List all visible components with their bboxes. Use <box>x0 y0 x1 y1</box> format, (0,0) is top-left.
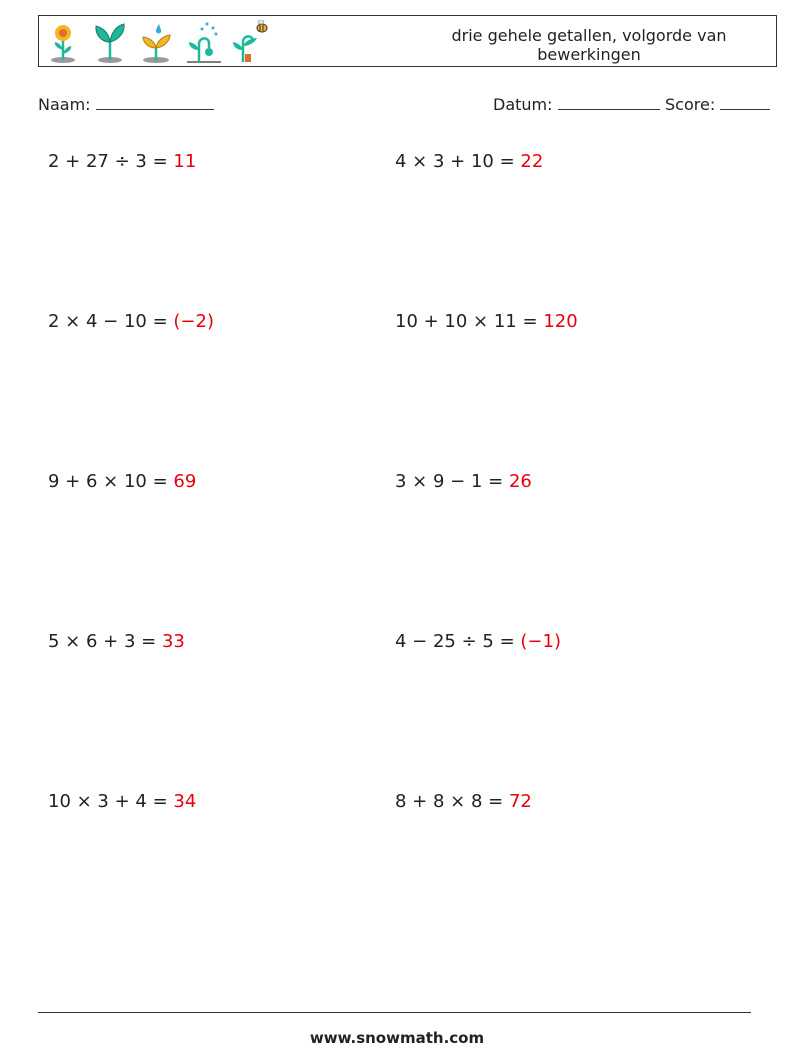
worksheet-title: drie gehele getallen, volgorde van bewerkingen <box>451 26 727 64</box>
problem-5 <box>48 471 196 493</box>
problem-answer: (−1) <box>520 631 561 652</box>
worksheet-header <box>38 15 777 67</box>
score-label: Score: <box>665 95 716 114</box>
score-blank <box>720 93 770 110</box>
problem-8 <box>395 631 561 653</box>
sunflower-icon <box>51 25 75 63</box>
date-label: Datum: <box>493 95 553 114</box>
problem-question: 4 × 3 + 10 = <box>395 151 515 172</box>
problem-answer: 120 <box>543 311 578 332</box>
watering-plant-icon <box>187 23 221 63</box>
problem-question: 2 × 4 − 10 = <box>48 311 168 332</box>
name-blank <box>96 93 214 110</box>
name-field <box>38 93 214 114</box>
problem-answer: 11 <box>173 151 197 172</box>
problem-question: 2 + 27 ÷ 3 = <box>48 151 168 172</box>
sprout-icon <box>96 24 124 63</box>
score-field <box>665 93 770 114</box>
problem-answer: 22 <box>520 151 544 172</box>
problem-question: 3 × 9 − 1 = <box>395 471 504 492</box>
problem-1 <box>48 151 196 173</box>
problem-4 <box>395 311 578 333</box>
problem-7 <box>48 631 185 653</box>
problem-3 <box>48 311 214 333</box>
problem-answer: 72 <box>508 791 532 812</box>
problem-answer: 33 <box>161 631 185 652</box>
date-field <box>493 93 660 114</box>
problem-question: 9 + 6 × 10 = <box>48 471 168 492</box>
problem-question: 4 − 25 ÷ 5 = <box>395 631 515 652</box>
footer-divider <box>38 1012 751 1013</box>
header-icons <box>47 20 272 64</box>
watered-sprout-icon <box>143 24 170 63</box>
problem-answer: 69 <box>173 471 197 492</box>
plant-bee-icon <box>233 20 267 62</box>
problem-answer: 26 <box>508 471 532 492</box>
problem-question: 10 + 10 × 11 = <box>395 311 538 332</box>
footer-url[interactable]: www.snowmath.com <box>309 1029 485 1047</box>
problem-answer: (−2) <box>173 311 214 332</box>
problem-answer: 34 <box>173 791 197 812</box>
date-blank <box>558 93 660 110</box>
problem-9 <box>48 791 196 813</box>
problem-10 <box>395 791 532 813</box>
problem-6 <box>395 471 532 493</box>
problem-question: 8 + 8 × 8 = <box>395 791 504 812</box>
problem-2 <box>395 151 543 173</box>
problem-question: 5 × 6 + 3 = <box>48 631 157 652</box>
problem-question: 10 × 3 + 4 = <box>48 791 168 812</box>
name-label: Naam: <box>38 95 91 114</box>
